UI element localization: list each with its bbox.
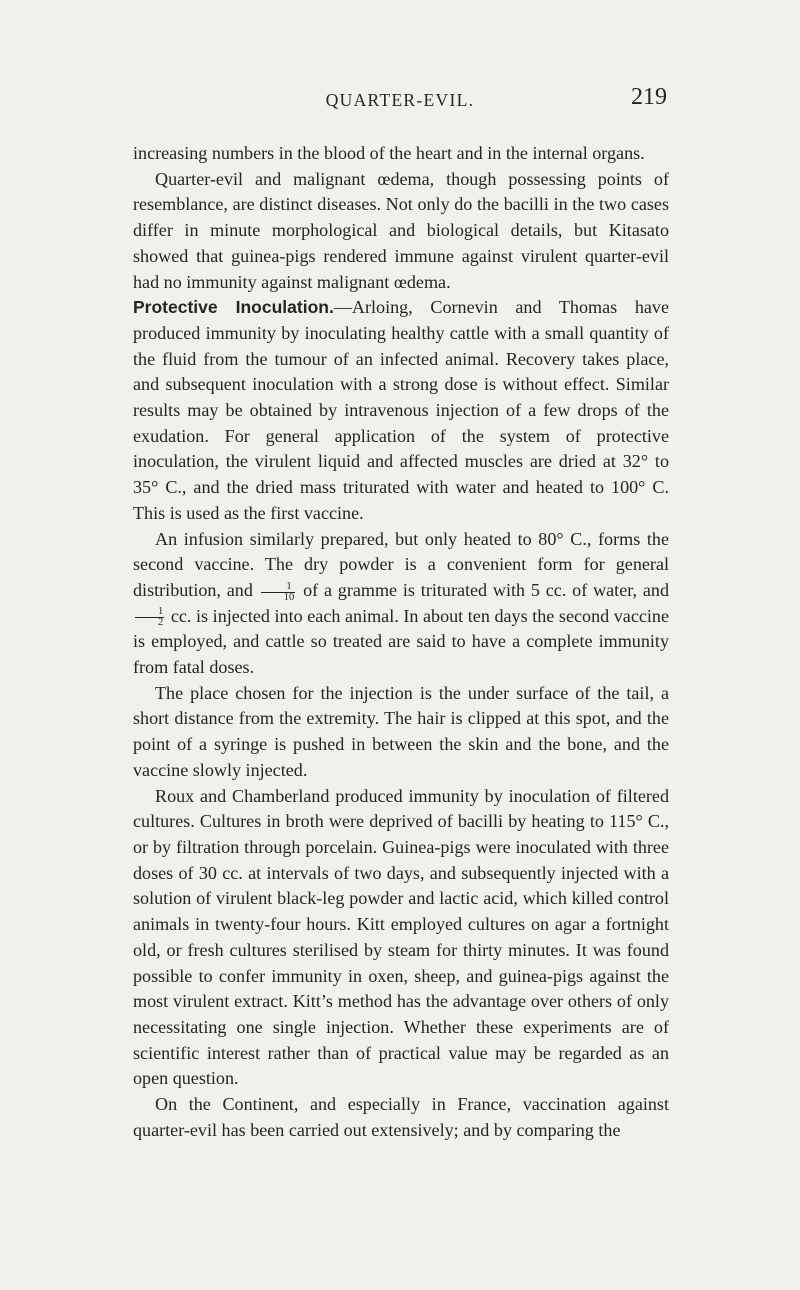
paragraph-roux-chamberland: Roux and Chamberland produced immunity by inoculation of filtered cultures. Cultures in broth were deprived of bacilli by heating to 115° C., or by filtration through porcelain. Guinea-pigs were inoculated with three doses of 30 cc. at intervals of two days, and subsequently injected with a solution of virulent black-leg powder and lactic acid, which killed control animals in twenty-four hours. Kitt employed cultures on agar a fortnight old, or fresh cultures sterilised by steam for thirty minutes. It was found possible to confer immunity in oxen, sheep, and guinea-pigs against the most virulent extract. Kitt’s method has the advantage over others of only necessitating one single injection. Whether these experiments are of scientific interest rather than of practical value may be regarded as an open question.: [133, 785, 669, 1089]
paragraph-second-vaccine: [133, 527, 669, 681]
paragraph-protective-inoculation: [133, 295, 669, 526]
fraction-one-half: [135, 607, 164, 628]
fraction-one-tenth: [261, 582, 296, 603]
fraction-numerator: 1: [135, 607, 164, 618]
paragraph-text: An infusion similarly prepared, but only heated to 80° C., forms the second vaccine. The dry powder is a convenient form for general distribution, and: [133, 528, 669, 600]
fraction-numerator: 1: [261, 582, 296, 593]
paragraph-text: of a gramme is triturated with 5 cc. of water, and: [303, 579, 669, 600]
paragraph-text: cc. is injected into each animal. In about ten days the second vaccine is employed, and cattle so treated are said to have a complete immunity from fatal doses.: [133, 605, 669, 678]
page-number: 219: [631, 84, 667, 110]
fraction-denominator: 2: [158, 617, 164, 629]
running-title: QUARTER-EVIL.: [325, 90, 475, 110]
paragraph-continent: On the Continent, and especially in France, vaccination against quarter-evil has been carried out extensively; and by comparing the: [133, 1094, 669, 1140]
paragraph-injection-site: The place chosen for the injection is the under surface of the tail, a short distance from the extremity. The hair is clipped at this spot, and the point of a syringe is pushed in between the skin and the bone, and the vaccine slowly injected.: [133, 682, 669, 780]
running-head: [0, 84, 800, 118]
paragraph-text: —Arloing, Cornevin and Thomas have produced immunity by inoculating healthy cattle with a small quantity of the fluid from the tumour of an infected animal. Recovery takes place, and subsequent inoculation with a strong dose is without effect. Similar results may be obtained by intravenous injection of a few drops of the exudation. For general application of the system of protective inoculation, the virulent liquid and affected muscles are dried at 32° to 35° C., and the dried mass triturated with water and heated to 100° C. This is used as the first vaccine.: [133, 297, 669, 523]
paragraph-distinction: Quarter-evil and malignant œdema, though possessing points of resemblance, are distinct diseases. Not only do the bacilli in the two cases differ in minute morphological and biological details, but Kitasato showed that guinea-pigs rendered immune against virulent quarter-evil had no immunity against malignant œdema.: [133, 168, 669, 292]
body-text: [133, 141, 669, 1143]
fraction-denominator: 10: [283, 591, 295, 603]
paragraph-continuation: increasing numbers in the blood of the heart and in the internal organs.: [133, 143, 645, 163]
section-heading: Protective Inoculation.: [133, 297, 334, 318]
